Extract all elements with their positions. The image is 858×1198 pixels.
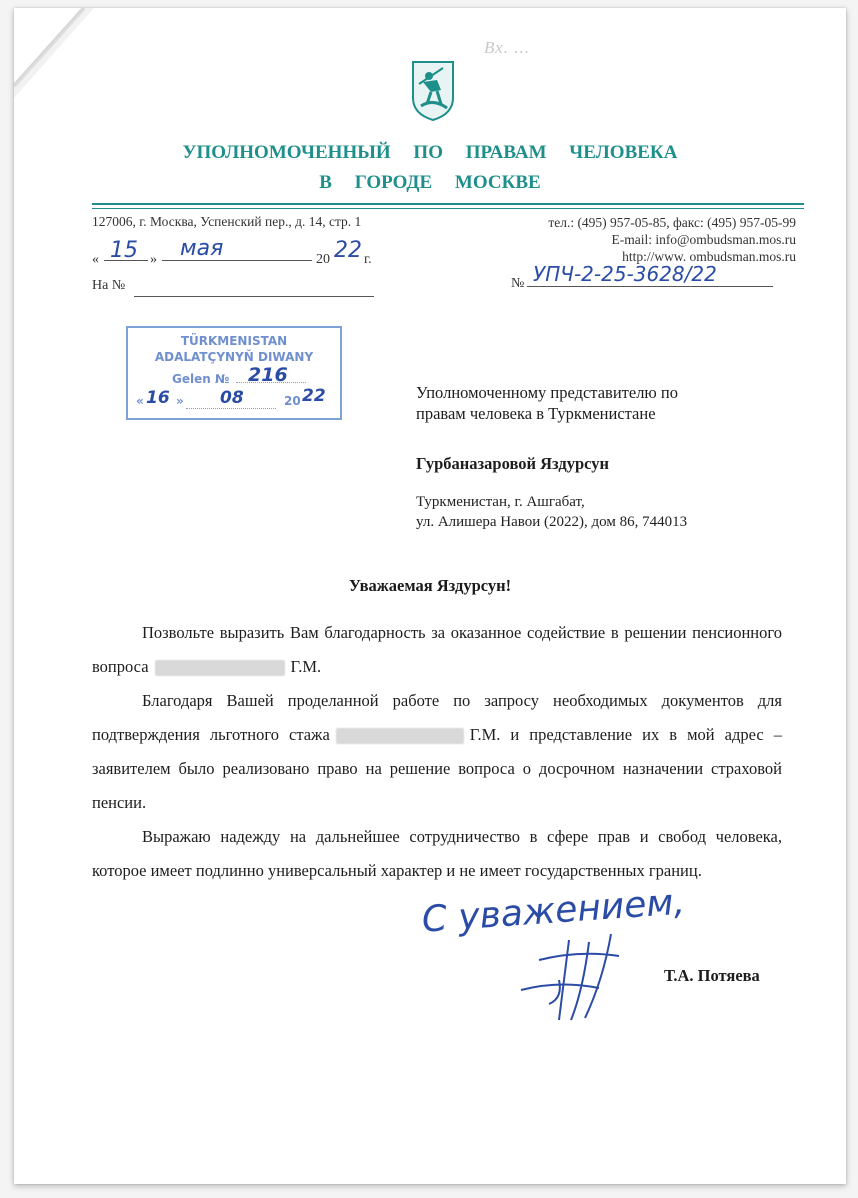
letter-page <box>14 8 846 1184</box>
recipient-name: Гурбаназаровой Яздурсун <box>416 454 610 473</box>
recipient-title <box>416 382 678 424</box>
header-rule-thick <box>92 203 804 205</box>
date-open-quote: « <box>92 252 99 267</box>
date-year-mark: г. <box>364 252 372 267</box>
stamp-line2: ADALATÇYNYŇ DIWANY <box>154 350 314 364</box>
redacted-name-1 <box>155 660 285 676</box>
paragraph-3: Выражаю надежду на дальнейшее сотрудничество в сфере прав и свобод человека, которое имеет подлинно универсальный характер и не имеет государственных границ. <box>92 827 782 880</box>
stamp-gelen-number: 216 <box>248 364 288 386</box>
stamp-month: 08 <box>220 388 244 408</box>
contact-block <box>548 214 796 265</box>
stamp-gelen-label: Gelen № <box>172 372 230 386</box>
recipient-addr-line2: ул. Алишера Навои (2022), дом 86, 744013 <box>416 514 688 530</box>
stamp-day: 16 <box>146 388 170 408</box>
stamp-year-prefix: 20 <box>284 394 301 408</box>
organization-address: 127006, г. Москва, Успенский пер., д. 14, стр. 1 <box>92 214 362 229</box>
paragraph-1-initials: Г.М. <box>290 657 322 676</box>
date-year-suffix: 22 <box>334 238 362 263</box>
recipient-addr-line1: Туркменистан, г. Ашгабат, <box>416 494 585 510</box>
signer-name: Т.А. Потяева <box>664 966 760 985</box>
organization-title-line1: УПОЛНОМОЧЕННЫЙ ПО ПРАВАМ ЧЕЛОВЕКА <box>182 142 678 163</box>
recipient-line1: Уполномоченному представителю по <box>416 383 678 402</box>
letter-date <box>92 236 392 274</box>
signature-mark <box>519 920 649 1030</box>
stamp-line1: TÜRKMENISTAN <box>180 334 288 348</box>
phone-fax: тел.: (495) 957-05-85, факс: (495) 957-05-99 <box>548 215 796 230</box>
paragraph-2-text-a: Благодаря Вашей проделанной работе по запросу необходимых документов для подтверждения льготного стажа <box>92 691 782 744</box>
moscow-coat-of-arms-icon <box>409 58 457 122</box>
na-label: На № <box>92 278 126 293</box>
stamp-year-suffix: 22 <box>302 386 326 406</box>
header-rule-thin <box>92 208 804 209</box>
handwritten-closing-text: С уважением, <box>420 881 687 941</box>
redacted-name-2 <box>336 728 464 744</box>
date-year-prefix: 20 <box>316 252 330 267</box>
pencil-note: Вх. ... <box>484 38 530 57</box>
email: E-mail: info@ombudsman.mos.ru <box>611 232 796 247</box>
incoming-stamp: TÜRKMENISTAN ADALATÇYNYŇ DIWANY Gelen № 216 « 16 » 08 20 22 <box>126 326 342 420</box>
organization-title-line2: В ГОРОДЕ МОСКВЕ <box>319 172 541 193</box>
paragraph-2 <box>92 684 782 820</box>
reference-line <box>92 278 392 300</box>
outgoing-number <box>511 262 781 296</box>
paragraph-1 <box>92 616 782 684</box>
website: http://www. ombudsman.mos.ru <box>622 249 796 264</box>
recipient-address <box>416 492 687 532</box>
date-close-quote: » <box>150 252 157 267</box>
recipient-line2: правам человека в Туркменистане <box>416 404 656 423</box>
paragraph-2-text-b: Г.М. и представление их в мой адрес – заявителем было реализовано право на решение вопроса о досрочном назначении страховой пенсии. <box>92 725 782 812</box>
folded-corner-mark <box>14 8 94 98</box>
number-label: № <box>511 276 525 291</box>
salutation: Уважаемая Яздурсун! <box>348 576 512 595</box>
date-month: мая <box>180 236 224 261</box>
date-day: 15 <box>110 238 138 263</box>
number-value: УПЧ-2-25-3628/22 <box>533 262 717 286</box>
paragraph-1-text: Позвольте выразить Вам благодарность за оказанное содействие в решении пенсионного вопроса <box>92 623 782 676</box>
